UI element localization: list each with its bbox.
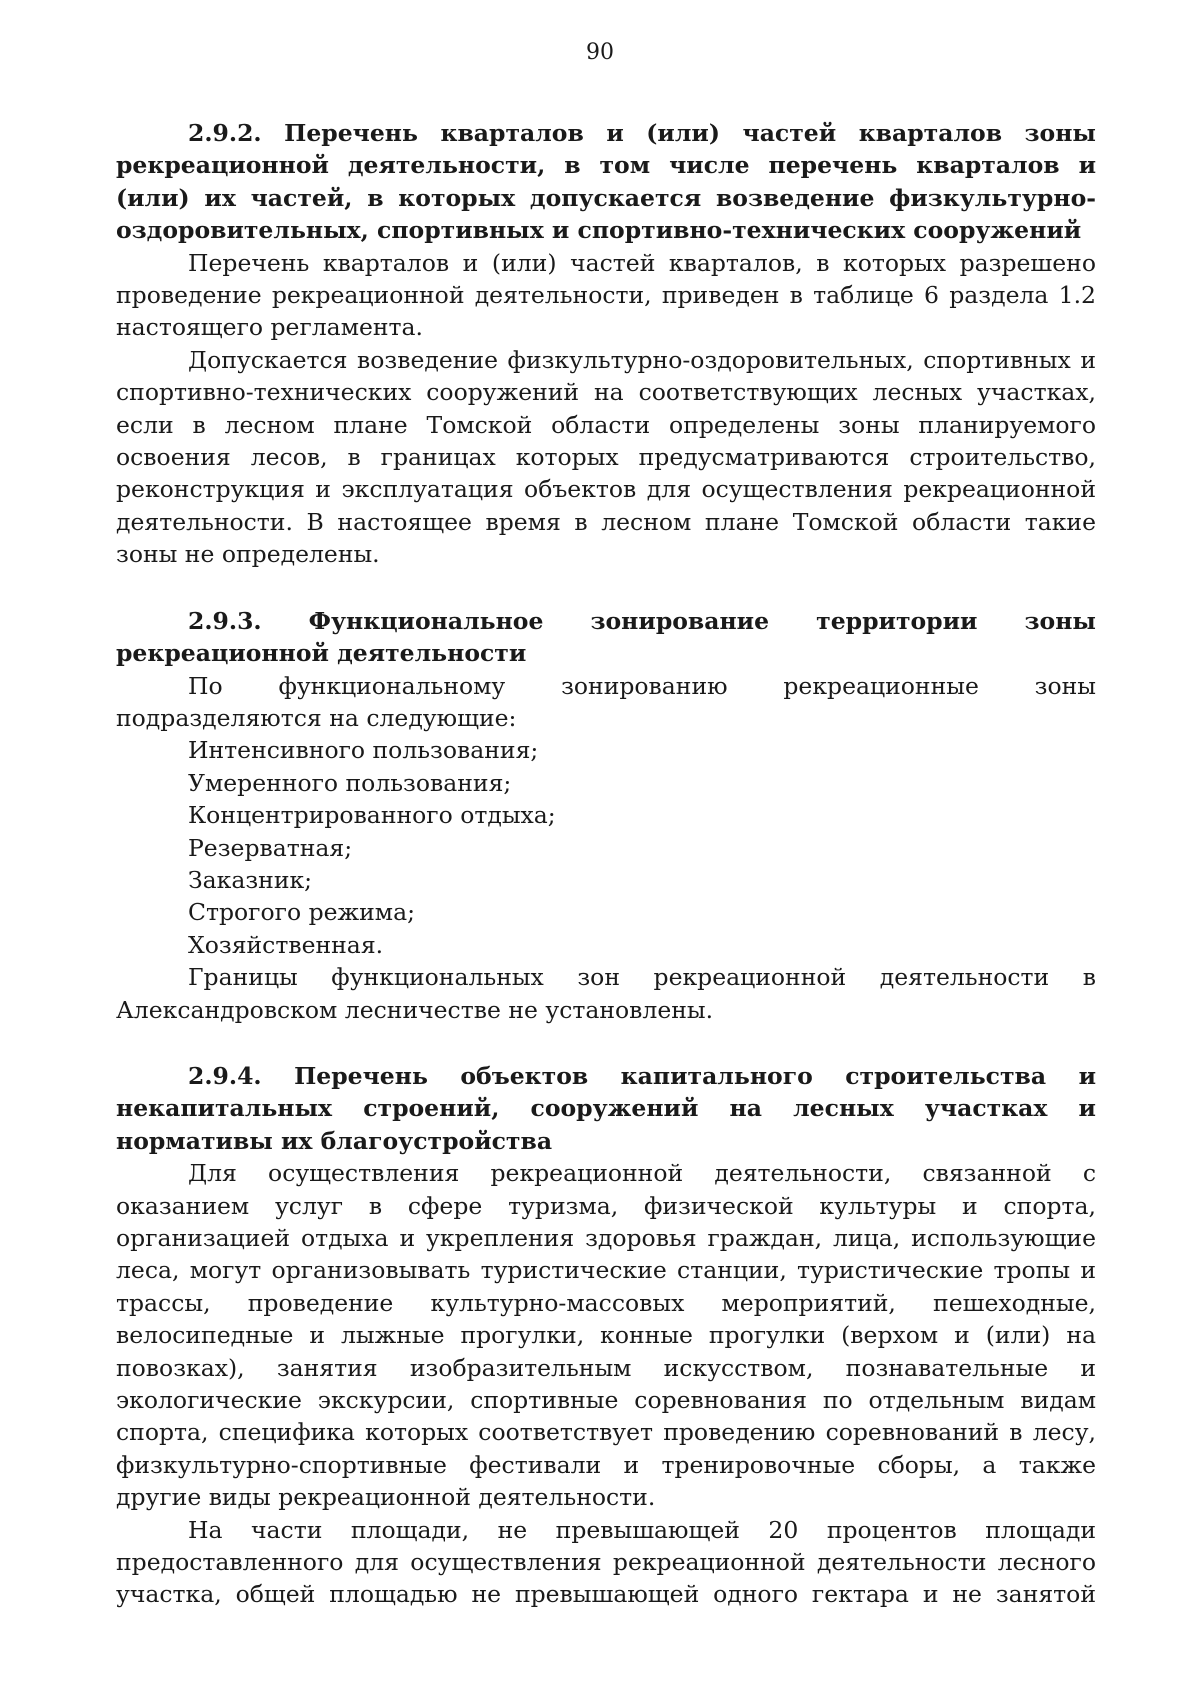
list-item: Хозяйственная. bbox=[188, 930, 384, 959]
page-number: 90 bbox=[586, 40, 614, 65]
list-item: Резерватная; bbox=[188, 833, 353, 862]
list-item: Строгого режима; bbox=[188, 898, 416, 927]
list-item: Концентрированного отдыха; bbox=[188, 801, 556, 830]
section-heading-2-9-2: 2.9.2. Перечень кварталов и (или) частей кварталов зоны рекреационной деятельности, в том числе перечень кварталов и (или) их частей, в которых допускается возведение физкультурно-оздоровительных, спортивных и спортивно-технических сооружений bbox=[116, 119, 1096, 245]
section-heading-2-9-4: 2.9.4. Перечень объектов капитального строительства и некапитальных строений, сооружений на лесных участках и нормативы их благоустройства bbox=[116, 1061, 1096, 1155]
paragraph: Перечень кварталов и (или) частей кварталов, в которых разрешено проведение рекреационной деятельности, приведен в таблице 6 раздела 1.2 настоящего регламента. bbox=[116, 248, 1096, 342]
section-gap bbox=[116, 571, 1096, 605]
list-item: Интенсивного пользования; bbox=[188, 736, 539, 765]
list-item: Умеренного пользования; bbox=[188, 768, 512, 797]
section-heading-2-9-3: 2.9.3. Функциональное зонирование территории зоны рекреационной деятельности bbox=[116, 606, 1096, 668]
paragraph: По функциональному зонированию рекреационные зоны подразделяются на следующие: bbox=[116, 671, 1096, 732]
paragraph: Для осуществления рекреационной деятельности, связанной с оказанием услуг в сфере туризма, физической культуры и спорта, организацией отдыха и укрепления здоровья граждан, лица, использующие леса, могут организовывать туристические станции, туристические тропы и трассы, проведение культурно-массовых мероприятий, пешеходные, велосипедные и лыжные прогулки, конные прогулки (верхом и (или) на повозках), занятия изобразительным искусством, познавательные и экологические экскурсии, спортивные соревнования по отдельным видам спорта, специфика которых соответствует проведению соревнований в лесу, физкультурно-спортивные фестивали и тренировочные сборы, а также другие виды рекреационной деятельности. bbox=[116, 1159, 1096, 1512]
document-body bbox=[116, 117, 1096, 1611]
list-item: Заказник; bbox=[188, 865, 313, 894]
paragraph: Границы функциональных зон рекреационной деятельности в Александровском лесничестве не установлены. bbox=[116, 963, 1096, 1024]
section-gap bbox=[116, 1026, 1096, 1060]
paragraph: Допускается возведение физкультурно-оздоровительных, спортивных и спортивно-технических сооружений на соответствующих лесных участках, если в лесном плане Томской области определены зоны планируемого освоения лесов, в границах которых предусматриваются строительство, реконструкция и эксплуатация объектов для осуществления рекреационной деятельности. В настоящее время в лесном плане Томской области такие зоны не определены. bbox=[116, 345, 1096, 569]
paragraph: На части площади, не превышающей 20 процентов площади предоставленного для осуществления рекреационной деятельности лесного участка, общей площадью не превышающей одного гектара и не занятой bbox=[116, 1515, 1096, 1609]
